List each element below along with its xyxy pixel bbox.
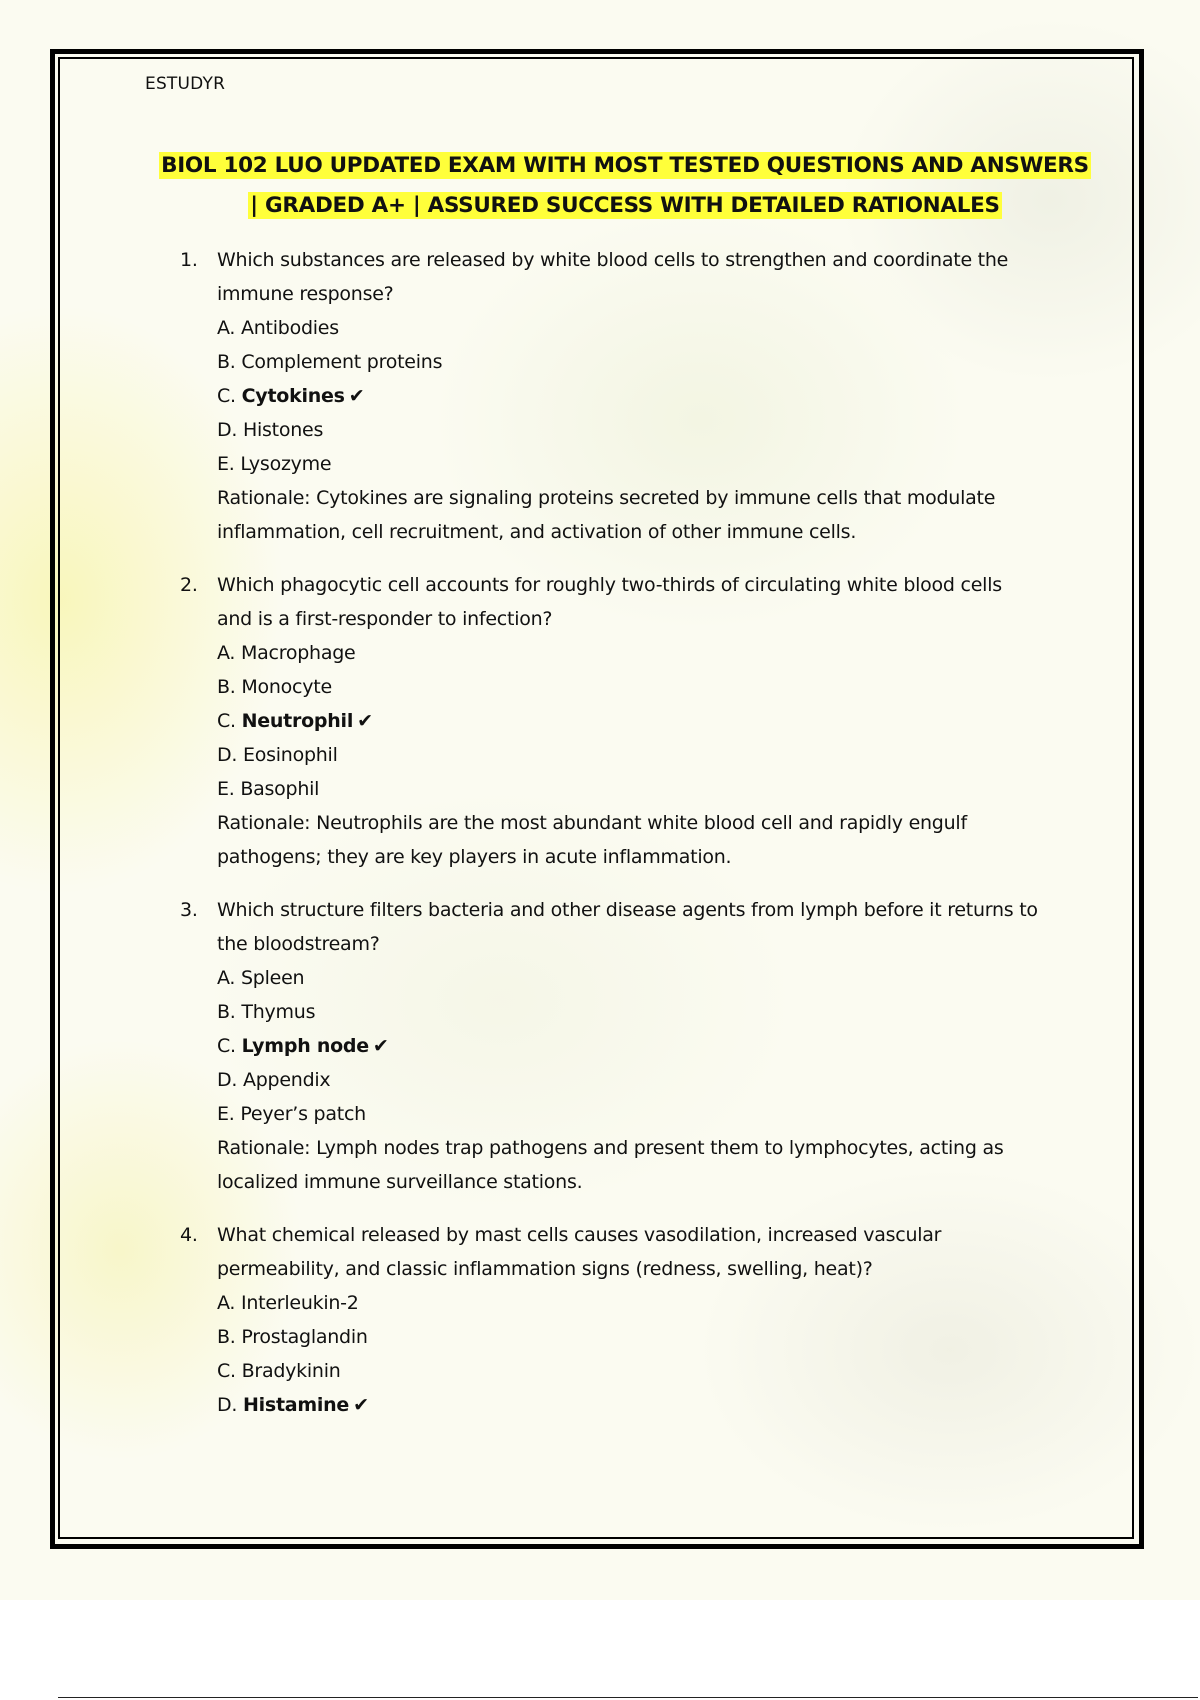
question-number: 4. <box>180 1224 198 1246</box>
option-text: Bradykinin <box>241 1360 341 1382</box>
rationale-text: inflammation, cell recruitment, and activation of other immune cells. <box>217 521 857 543</box>
option-letter: E. <box>217 1103 235 1125</box>
answer-option <box>217 961 1160 995</box>
checkmark-icon: ✔ <box>357 710 373 732</box>
option-text: Monocyte <box>241 676 332 698</box>
option-letter: B. <box>217 1326 236 1348</box>
question-number: 1. <box>180 249 198 271</box>
answer-option <box>217 447 1160 481</box>
option-text: Histamine <box>242 1394 350 1416</box>
option-text: Complement proteins <box>241 351 443 373</box>
answer-option <box>217 772 1160 806</box>
option-text: Prostaglandin <box>241 1326 368 1348</box>
option-letter: D. <box>217 1069 238 1091</box>
question-item <box>180 1218 1160 1422</box>
option-letter: B. <box>217 676 236 698</box>
question-text: the bloodstream? <box>217 933 380 955</box>
checkmark-icon: ✔ <box>348 385 365 407</box>
option-text: Cytokines <box>241 385 345 407</box>
option-letter: E. <box>217 778 235 800</box>
question-item <box>180 568 1160 874</box>
option-text: Eosinophil <box>242 744 338 766</box>
answer-option <box>217 413 1160 447</box>
rationale-text: pathogens; they are key players in acute inflammation. <box>217 846 732 868</box>
title-line-1: BIOL 102 LUO UPDATED EXAM WITH MOST TESTED QUESTIONS AND ANSWERS <box>161 153 1089 178</box>
option-letter: A. <box>217 317 236 339</box>
question-text: and is a first-responder to infection? <box>217 608 553 630</box>
option-text: Appendix <box>242 1069 331 1091</box>
answer-option <box>217 636 1160 670</box>
option-letter: B. <box>217 1001 236 1023</box>
option-text: Neutrophil <box>241 710 354 732</box>
option-text: Lymph node <box>241 1035 369 1057</box>
option-letter: C. <box>217 710 236 732</box>
option-letter: A. <box>217 967 236 989</box>
option-letter: C. <box>217 1035 236 1057</box>
rationale-text: Rationale: Cytokines are signaling proteins secreted by immune cells that modulate <box>217 487 996 509</box>
question-text: Which phagocytic cell accounts for roughly two-thirds of circulating white blood cells <box>217 574 1002 596</box>
answer-option <box>217 1354 1160 1388</box>
question-text: permeability, and classic inflammation signs (redness, swelling, heat)? <box>217 1258 873 1280</box>
question-number: 2. <box>180 574 198 596</box>
option-text: Lysozyme <box>240 453 332 475</box>
question-text: immune response? <box>217 283 394 305</box>
answer-option-correct <box>217 379 1160 413</box>
answer-option <box>217 345 1160 379</box>
rationale-text: localized immune surveillance stations. <box>217 1171 583 1193</box>
option-letter: D. <box>217 1394 238 1416</box>
option-text: Basophil <box>240 778 320 800</box>
option-text: Interleukin-2 <box>241 1292 359 1314</box>
question-item <box>180 893 1160 1199</box>
option-text: Histones <box>242 419 324 441</box>
answer-option <box>217 995 1160 1029</box>
option-letter: A. <box>217 1292 236 1314</box>
answer-option <box>217 1286 1160 1320</box>
footer-rule <box>58 1697 1198 1698</box>
answer-option <box>217 311 1160 345</box>
option-letter: A. <box>217 642 236 664</box>
title-line-2: | GRADED A+ | ASSURED SUCCESS WITH DETAILED RATIONALES <box>250 193 1000 218</box>
question-text: Which structure filters bacteria and other disease agents from lymph before it returns to <box>217 899 1038 921</box>
document-title <box>60 146 1190 226</box>
answer-option <box>217 670 1160 704</box>
question-text: Which substances are released by white blood cells to strengthen and coordinate the <box>217 249 1009 271</box>
option-letter: B. <box>217 351 236 373</box>
option-text: Thymus <box>241 1001 316 1023</box>
option-text: Spleen <box>241 967 305 989</box>
answer-option-correct <box>217 1029 1160 1063</box>
answer-option <box>217 738 1160 772</box>
rationale-text: Rationale: Neutrophils are the most abundant white blood cell and rapidly engulf <box>217 812 967 834</box>
checkmark-icon: ✔ <box>372 1035 389 1057</box>
option-letter: C. <box>217 1360 236 1382</box>
question-list <box>180 243 1160 1441</box>
answer-option-correct <box>217 1388 1160 1422</box>
answer-option <box>217 1097 1160 1131</box>
option-text: Antibodies <box>241 317 339 339</box>
option-text: Macrophage <box>241 642 356 664</box>
option-letter: E. <box>217 453 235 475</box>
rationale-text: Rationale: Lymph nodes trap pathogens and present them to lymphocytes, acting as <box>217 1137 1004 1159</box>
option-letter: D. <box>217 419 238 441</box>
brand-name: ESTUDYR <box>145 74 226 94</box>
question-item <box>180 243 1160 549</box>
option-text: Peyer’s patch <box>240 1103 366 1125</box>
checkmark-icon: ✔ <box>353 1394 369 1416</box>
answer-option-correct <box>217 704 1160 738</box>
question-number: 3. <box>180 899 198 921</box>
question-text: What chemical released by mast cells causes vasodilation, increased vascular <box>217 1224 942 1246</box>
answer-option <box>217 1063 1160 1097</box>
option-letter: D. <box>217 744 238 766</box>
answer-option <box>217 1320 1160 1354</box>
option-letter: C. <box>217 385 236 407</box>
